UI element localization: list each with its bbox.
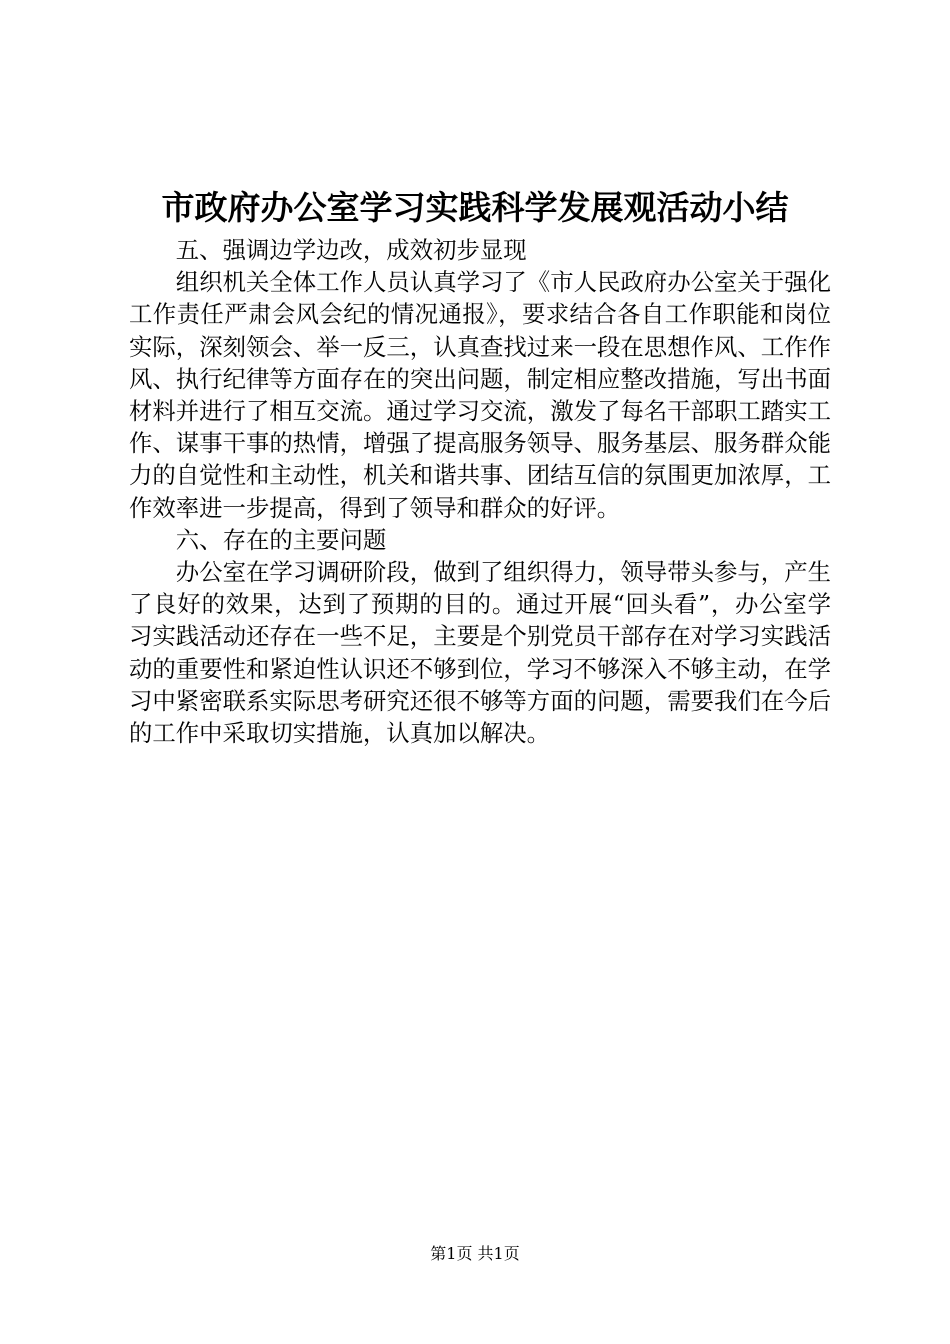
document-body xyxy=(129,234,831,749)
section-heading-5: 五、强调边学边改，成效初步显现 xyxy=(175,236,527,264)
body-paragraph-1: 组织机关全体工作人员认真学习了《市人民政府办公室关于强化工作责任严肃会风会纪的情况通报》，要求结合各自工作职能和岗位实际，深刻领会、举一反三，认真查找过来一段在思想作风、工作作风、执行纪律等方面存在的突出问题，制定相应整改措施，写出书面材料并进行了相互交流。通过学习交流，激发了每名干部职工踏实工作、谋事干事的热情，增强了提高服务领导、服务基层、服务群众能力的自觉性和主动性，机关和谐共事、团结互信的氛围更加浓厚，工作效率进一步提高，得到了领导和群众的好评。 xyxy=(129,268,831,522)
section-heading-6: 六、存在的主要问题 xyxy=(175,525,387,554)
page-footer: 第1页 共1页 xyxy=(430,1244,520,1263)
document-title: 市政府办公室学习实践科学发展观活动小结 xyxy=(161,188,789,227)
body-paragraph-2: 办公室在学习调研阶段，做到了组织得力，领导带头参与，产生了良好的效果，达到了预期的目的。通过开展“回头看”，办公室学习实践活动还存在一些不足，主要是个别党员干部存在对学习实践活动的重要性和紧迫性认识还不够到位，学习不够深入不够主动，在学习中紧密联系实际思考研究还很不够等方面的问题，需要我们在今后的工作中采取切实措施，认真加以解决。 xyxy=(129,558,831,748)
